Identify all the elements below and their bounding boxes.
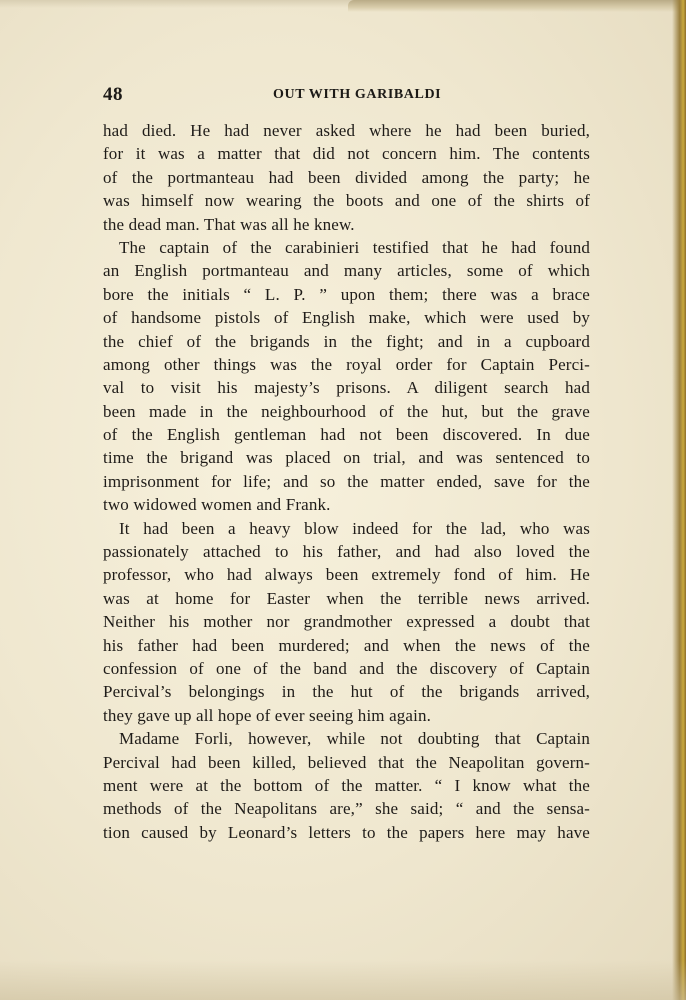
- text-line: an English portmanteau and many articles, some of which: [103, 261, 590, 281]
- text-line: confession of one of the band and the discovery of Captain: [103, 658, 590, 678]
- text-line: among other things was the royal order for Captain Perci-: [103, 354, 590, 374]
- text-line: was at home for Easter when the terrible news arrived.: [103, 588, 590, 608]
- text-line: Percival had been killed, believed that the Neapolitan govern-: [103, 752, 590, 772]
- body-text: [103, 119, 590, 844]
- text-line: val to visit his majesty’s prisons. A diligent search had: [103, 378, 590, 398]
- text-line: of the portmanteau had been divided among the party; he: [103, 167, 590, 187]
- page-bottom-shade: [0, 960, 686, 1000]
- page-fold: [348, 0, 686, 12]
- text-line: Neither his mother nor grandmother expressed a doubt that: [103, 612, 590, 632]
- text-line: ment were at the bottom of the matter. “ I know what the: [103, 775, 590, 795]
- text-line: they gave up all hope of ever seeing him again.: [103, 705, 432, 725]
- text-line: two widowed women and Frank.: [103, 495, 331, 515]
- text-line: had died. He had never asked where he had been buried,: [103, 121, 590, 140]
- text-line: bore the initials “ L. P. ” upon them; there was a brace: [103, 284, 590, 304]
- text-line: Madame Forli, however, while not doubting that Captain: [119, 729, 590, 749]
- text-line: The captain of the carabinieri testified that he had found: [119, 237, 590, 257]
- page-header: [103, 84, 590, 110]
- text-line: of handsome pistols of English make, which were used by: [103, 308, 590, 328]
- text-line: the chief of the brigands in the fight; and in a cupboard: [103, 331, 590, 351]
- running-head: OUT WITH GARIBALDI: [273, 87, 442, 102]
- text-line: It had been a heavy blow indeed for the lad, who was: [119, 518, 590, 538]
- text-line: tion caused by Leonard’s letters to the papers here may have: [103, 822, 590, 842]
- text-line: been made in the neighbourhood of the hut, but the grave: [103, 401, 590, 421]
- text-line: passionately attached to his father, and had also loved the: [103, 542, 590, 562]
- page-right-edge: [672, 0, 686, 1000]
- text-line: the dead man. That was all he knew.: [103, 214, 355, 234]
- text-line: for it was a matter that did not concern him. The contents: [103, 144, 590, 164]
- text-line: Percival’s belongings in the hut of the brigands arrived,: [103, 682, 590, 702]
- text-line: methods of the Neapolitans are,” she said; “ and the sensa-: [103, 799, 590, 819]
- text-line: of the English gentleman had not been discovered. In due: [103, 425, 590, 445]
- text-line: professor, who had always been extremely fond of him. He: [103, 565, 590, 585]
- text-line: his father had been murdered; and when the news of the: [103, 635, 590, 655]
- text-line: imprisonment for life; and so the matter ended, save for the: [103, 471, 590, 491]
- page-number: 48: [103, 84, 123, 105]
- text-line: time the brigand was placed on trial, and was sentenced to: [103, 448, 590, 468]
- text-line: was himself now wearing the boots and one of the shirts of: [103, 191, 590, 211]
